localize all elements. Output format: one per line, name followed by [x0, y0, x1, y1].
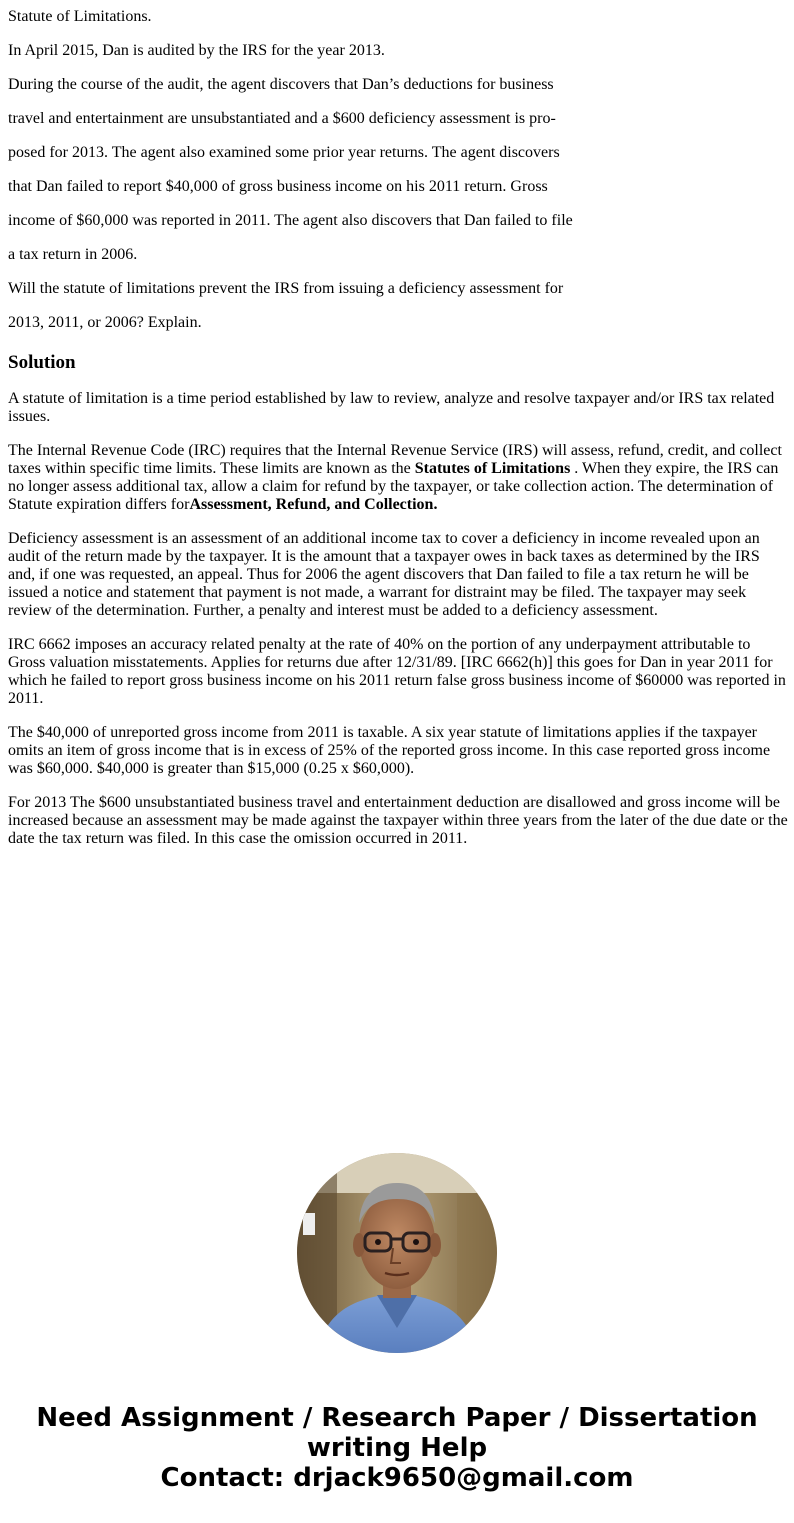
question-line: 2013, 2011, or 2006? Explain. [8, 314, 202, 331]
footer-contact: Contact: drjack9650@gmail.com [160, 1463, 634, 1493]
question-line: Statute of Limitations. [8, 8, 152, 25]
avatar [297, 1153, 497, 1353]
avatar-portrait-icon [297, 1153, 497, 1353]
footer-line: Need Assignment / Research Paper / Dissertation [36, 1403, 758, 1433]
document-content [8, 0, 788, 848]
question-line: income of $60,000 was reported in 2011. The agent also discovers that Dan failed to file [8, 212, 573, 229]
solution-paragraph [8, 442, 788, 514]
question-line: In April 2015, Dan is audited by the IRS for the year 2013. [8, 42, 385, 59]
question-line: that Dan failed to report $40,000 of gross business income on his 2011 return. Gross [8, 178, 548, 195]
footer-line: writing Help [306, 1433, 488, 1463]
question-line: travel and entertainment are unsubstantiated and a $600 deficiency assessment is pro- [8, 110, 556, 127]
solution-bold-text: Statutes of Limitations [414, 460, 571, 477]
solution-bold-text: Assessment, Refund, and Collection. [189, 496, 438, 513]
solution-text: . When they expire, the IRS can no longer assess additional tax, allow a claim for refund by the taxpayer, or take collection action. The determination of Statute expiration differs for [8, 460, 779, 513]
solution-paragraph: For 2013 The $600 unsubstantiated business travel and entertainment deduction are disallowed and gross income will be increased because an assessment may be made against the taxpayer within three years from the later of the due date or the date the tax return was filed. In this case the omission occurred in 2011. [8, 794, 788, 847]
question-line: posed for 2013. The agent also examined some prior year returns. The agent discovers [8, 144, 560, 161]
question-line: a tax return in 2006. [8, 246, 138, 263]
question-line: During the course of the audit, the agent discovers that Dan’s deductions for business [8, 76, 554, 93]
question-line: Will the statute of limitations prevent the IRS from issuing a deficiency assessment for [8, 280, 564, 297]
solution-paragraph: IRC 6662 imposes an accuracy related penalty at the rate of 40% on the portion of any underpayment attributable to Gross valuation misstatements. Applies for returns due after 12/31/89. [IRC 6662(h)] this goes for Dan in year 2011 for which he failed to report gross business income on his 2011 return false gross business income of $60000 was reported in 2011. [8, 636, 786, 707]
solution-heading: Solution [8, 352, 76, 373]
solution-text: The Internal Revenue Code (IRC) requires that the Internal Revenue Service (IRS) will assess, refund, credit, and collect taxes within specific time limits. These limits are known as the [8, 442, 782, 477]
footer-ad [0, 1403, 794, 1493]
solution-paragraph: A statute of limitation is a time period established by law to review, analyze and resolve taxpayer and/or IRS tax related issues. [8, 390, 775, 425]
solution-paragraph: The $40,000 of unreported gross income from 2011 is taxable. A six year statute of limitations applies if the taxpayer omits an item of gross income that is in excess of 25% of the reported gross income. In this case reported gross income was $60,000. $40,000 is greater than $15,000 (0.25 x $60,000). [8, 724, 771, 777]
solution-paragraph: Deficiency assessment is an assessment of an additional income tax to cover a deficiency in income revealed upon an audit of the return made by the taxpayer. It is the amount that a taxpayer owes in back taxes as determined by the IRS and, if one was requested, an appeal. Thus for 2006 the agent discovers that Dan failed to file a tax return he will be issued a notice and statement that payment is not made, a warrant for distraint may be filed. The taxpayer may seek review of the determination. Further, a penalty and interest must be added to a deficiency assessment. [8, 530, 760, 619]
